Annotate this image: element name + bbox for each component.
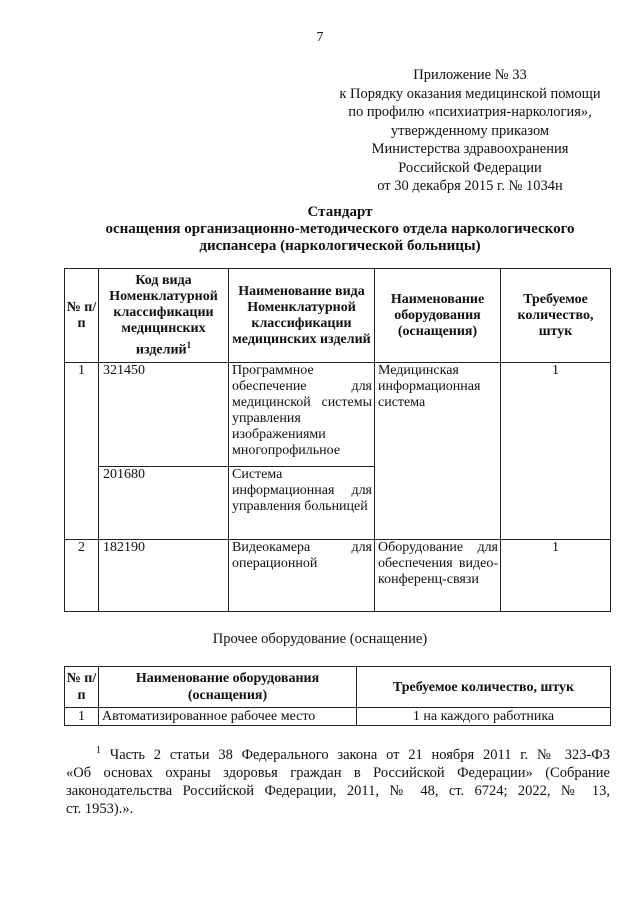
- item-name: Система информационная для управления больницей: [229, 467, 375, 540]
- appendix-line: Министерства здравоохранения: [371, 141, 569, 157]
- quantity-value: 1 на каждого работника: [357, 708, 611, 726]
- footnote-line: «Об основах охраны здоровья граждан в Российской Федерации» (Собрание: [66, 764, 610, 781]
- table-row: [65, 708, 611, 726]
- other-equipment-heading: Прочее оборудование (оснащение): [212, 631, 428, 647]
- quantity-value: 1: [501, 540, 611, 612]
- header-equipment: Наименование оборудования (оснащения): [375, 269, 501, 363]
- equipment-name: Автоматизированное рабочее место: [99, 708, 357, 726]
- table-header-row: [65, 667, 611, 708]
- footnote-marker: 1: [186, 339, 192, 350]
- other-equipment-table: [64, 666, 611, 726]
- item-code: 182190: [99, 540, 229, 612]
- item-code: 201680: [99, 467, 229, 540]
- header-name: Наименование оборудования (оснащения): [99, 667, 357, 708]
- equipment-name: Медицинская информационная система: [375, 363, 501, 540]
- title-line: диспансера (наркологической больницы): [199, 238, 481, 254]
- footnote-line: [66, 742, 610, 764]
- title-line: Стандарт: [307, 204, 373, 220]
- header-code-text: Код вида Номенклатурной классификации медицинских изделий: [109, 272, 218, 358]
- header-quantity: Требуемое количество, штук: [501, 269, 611, 363]
- footnote-line: законодательства Российской Федерации, 2011, № 48, ст. 6724; 2022, № 13,: [66, 782, 610, 799]
- appendix-line: от 30 декабря 2015 г. № 1034н: [377, 178, 563, 194]
- table-row: [65, 363, 611, 467]
- appendix-line: Приложение № 33: [413, 67, 527, 83]
- footnote-line: ст. 1953).».: [66, 800, 134, 817]
- header-name-kind: Наименование вида Номенклатурной классификации медицинских изделий: [229, 269, 375, 363]
- row-num: 1: [65, 708, 99, 726]
- header-num: № п/п: [65, 667, 99, 708]
- quantity-value: 1: [501, 363, 611, 540]
- item-name: Программное обеспечение для медицинской системы управления изображениями многопрофильное: [229, 363, 375, 467]
- equipment-standard-table: [64, 268, 611, 612]
- table-header-row: [65, 269, 611, 363]
- appendix-line: по профилю «психиатрия-наркология»,: [348, 104, 592, 120]
- footnote: [66, 742, 610, 818]
- item-code: 321450: [99, 363, 229, 467]
- header-code: [99, 269, 229, 363]
- header-quantity: Требуемое количество, штук: [357, 667, 611, 708]
- appendix-line: к Порядку оказания медицинской помощи: [339, 85, 601, 102]
- document-title: [60, 204, 620, 255]
- appendix-line: утвержденному приказом: [390, 122, 550, 139]
- equipment-name: Оборудование для обеспечения видео-конференц-связи: [375, 540, 501, 612]
- header-num: № п/п: [65, 269, 99, 363]
- page-number: 7: [316, 30, 324, 45]
- table-row: [65, 540, 611, 612]
- row-num: 1: [65, 363, 99, 540]
- footnote-text: Часть 2 статьи 38 Федерального закона от 21 ноября 2011 г. № 323-ФЗ: [109, 746, 611, 763]
- title-line: оснащения организационно-методического отдела наркологического: [105, 221, 575, 237]
- item-name: Видеокамера для операционной: [229, 540, 375, 612]
- appendix-line: Российской Федерации: [398, 159, 542, 176]
- footnote-marker: 1: [96, 745, 101, 756]
- appendix-header: [330, 66, 610, 196]
- row-num: 2: [65, 540, 99, 612]
